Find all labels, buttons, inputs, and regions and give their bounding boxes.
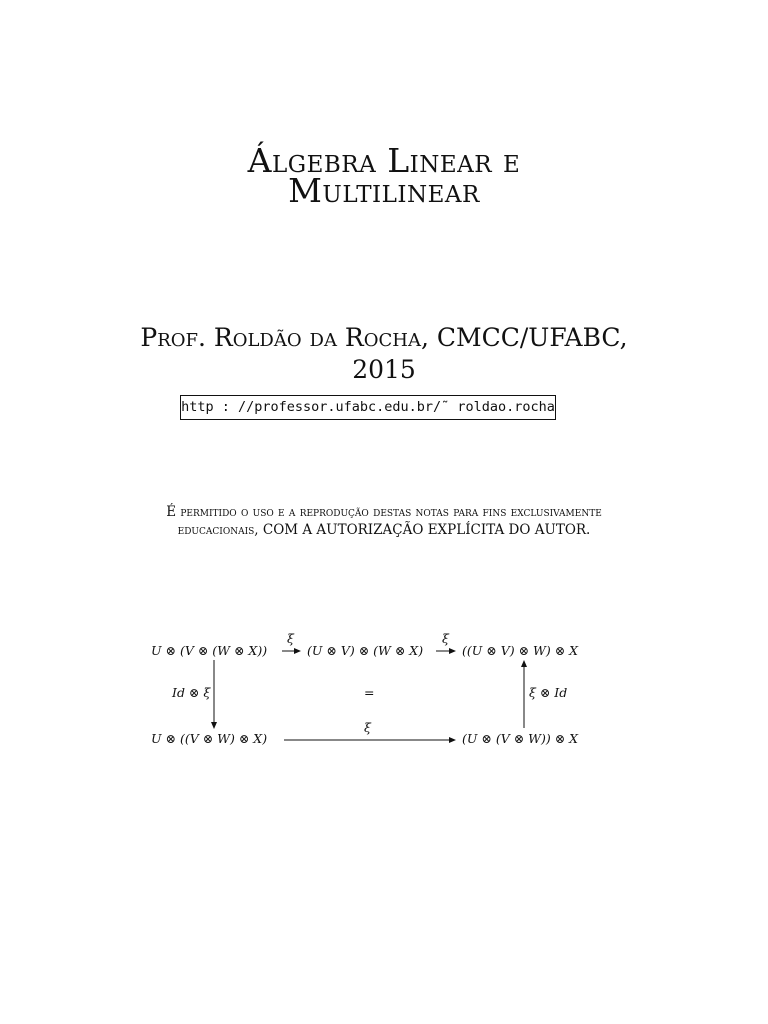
author-block xyxy=(0,322,768,386)
diagram-arrows xyxy=(0,620,768,760)
usage-notice xyxy=(0,503,768,539)
notice-line-2-caps: COM A AUTORIZAÇÃO EXPLÍCITA DO AUTOR. xyxy=(258,522,591,538)
author-line-1: Prof. Roldão da Rocha, CMCC/UFABC, xyxy=(140,323,628,352)
url-box[interactable]: http : //professor.ufabc.edu.br/˜ roldao.rocha xyxy=(180,395,556,420)
label-arrow-right: ξ ⊗ Id xyxy=(529,685,568,700)
node-top-middle: (U ⊗ V) ⊗ (W ⊗ X) xyxy=(307,643,424,658)
label-equals: = xyxy=(364,685,375,700)
notice-line-1: É permitido o uso e a reprodução destas notas para fins exclusivamente xyxy=(166,504,602,520)
title-line-2: Multilinear xyxy=(288,171,480,210)
notice-line-2 xyxy=(0,521,768,539)
label-arrow-top-1: ξ xyxy=(287,631,294,646)
node-bottom-right: (U ⊗ (V ⊗ W)) ⊗ X xyxy=(462,731,579,746)
title-line-1: Álgebra Linear e xyxy=(247,141,521,180)
node-top-left: U ⊗ (V ⊗ (W ⊗ X)) xyxy=(151,643,268,658)
notice-line-2-smallcaps: educacionais, xyxy=(177,522,259,538)
node-bottom-left: U ⊗ ((V ⊗ W) ⊗ X) xyxy=(151,731,268,746)
commutative-diagram xyxy=(0,620,768,760)
document-title xyxy=(0,141,768,210)
author-year: 2015 xyxy=(352,355,416,384)
node-top-right: ((U ⊗ V) ⊗ W) ⊗ X xyxy=(462,643,579,658)
label-arrow-top-2: ξ xyxy=(442,631,449,646)
label-arrow-left: Id ⊗ ξ xyxy=(172,685,211,700)
label-arrow-bottom: ξ xyxy=(364,720,371,735)
